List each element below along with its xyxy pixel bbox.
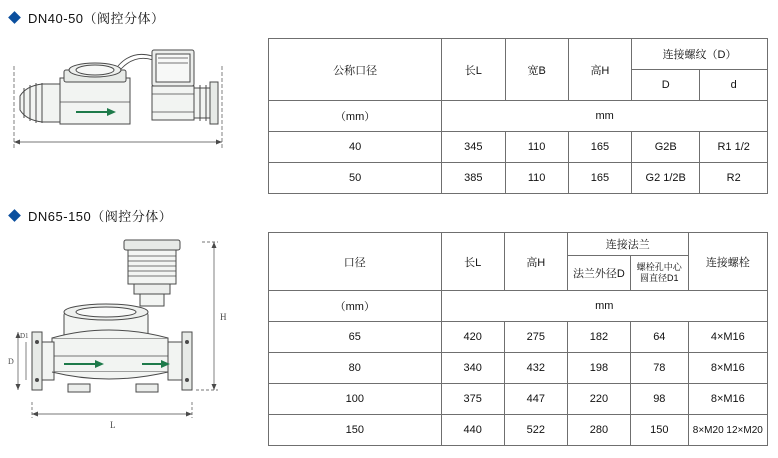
cell-diameter: 65: [269, 322, 442, 353]
table-unit-row: [269, 291, 768, 322]
cell-width: 110: [505, 132, 568, 163]
unit-label: （mm）: [269, 101, 442, 132]
th-flange-group: 连接法兰: [567, 233, 688, 256]
cell-diameter: 50: [269, 163, 442, 194]
cell-thread-d-small: R1 1/2: [700, 132, 768, 163]
th-bolt-circle: 螺栓孔中心圆直径D1: [630, 256, 688, 291]
cell-bolt: 4×M16: [688, 322, 767, 353]
unit-label: （mm）: [269, 291, 442, 322]
cell-length: 375: [441, 384, 504, 415]
cell-thread-d-small: R2: [700, 163, 768, 194]
threaded-water-meter-drawing: [6, 30, 256, 175]
th-length: 长L: [442, 39, 505, 101]
table-header-row: [269, 39, 768, 70]
diamond-bullet-icon: [8, 209, 21, 222]
cell-bolt-circle: 64: [630, 322, 688, 353]
th-thread-connection: 连接螺纹（D）: [632, 39, 768, 70]
section-title-dn65-150: [10, 206, 172, 225]
spec-table-dn40-50: [268, 38, 768, 194]
th-length: 长L: [441, 233, 504, 291]
cell-flange-od: 182: [567, 322, 630, 353]
svg-text:H: H: [220, 312, 227, 322]
th-width: 宽B: [505, 39, 568, 101]
cell-diameter: 100: [269, 384, 442, 415]
unit-mm: mm: [442, 101, 768, 132]
table-row: [269, 384, 768, 415]
th-bolt: 连接螺栓: [688, 233, 767, 291]
th-nominal-diameter: 公称口径: [269, 39, 442, 101]
cell-height: 165: [568, 132, 631, 163]
table-row: [269, 132, 768, 163]
table-header-row: [269, 233, 768, 256]
th-flange-od: 法兰外径D: [567, 256, 630, 291]
th-height: 高H: [568, 39, 631, 101]
cell-height: 447: [504, 384, 567, 415]
cell-bolt-circle: 98: [630, 384, 688, 415]
table-row: [269, 322, 768, 353]
cell-diameter: 150: [269, 415, 442, 446]
cell-height: 275: [504, 322, 567, 353]
cell-bolt: 8×M20 12×M20: [688, 415, 767, 446]
table-row: [269, 415, 768, 446]
cell-bolt-circle: 78: [630, 353, 688, 384]
svg-text:D1: D1: [20, 332, 29, 340]
cell-length: 440: [441, 415, 504, 446]
cell-bolt: 8×M16: [688, 353, 767, 384]
diamond-bullet-icon: [8, 11, 21, 24]
th-height: 高H: [504, 233, 567, 291]
cell-length: 385: [442, 163, 505, 194]
cell-flange-od: 198: [567, 353, 630, 384]
th-thread-d: D: [632, 70, 700, 101]
spec-table-dn65-150: [268, 232, 768, 446]
cell-height: 432: [504, 353, 567, 384]
table-row: [269, 163, 768, 194]
svg-text:L: L: [110, 420, 116, 430]
cell-diameter: 80: [269, 353, 442, 384]
cell-diameter: 40: [269, 132, 442, 163]
cell-height: 522: [504, 415, 567, 446]
cell-length: 340: [441, 353, 504, 384]
cell-height: 165: [568, 163, 631, 194]
flanged-water-meter-drawing: [6, 228, 256, 458]
section-title-text: DN40-50（阀控分体）: [28, 11, 165, 26]
cell-length: 420: [441, 322, 504, 353]
th-thread-d-small: d: [700, 70, 768, 101]
section-title-text: DN65-150（阀控分体）: [28, 209, 173, 224]
cell-thread-d: G2B: [632, 132, 700, 163]
cell-flange-od: 220: [567, 384, 630, 415]
svg-text:D: D: [8, 357, 14, 366]
unit-mm: mm: [441, 291, 767, 322]
cell-width: 110: [505, 163, 568, 194]
cell-bolt-circle: 150: [630, 415, 688, 446]
table-row: [269, 353, 768, 384]
section-title-dn40-50: [10, 8, 165, 27]
cell-thread-d: G2 1/2B: [632, 163, 700, 194]
cell-length: 345: [442, 132, 505, 163]
th-diameter: 口径: [269, 233, 442, 291]
cell-bolt: 8×M16: [688, 384, 767, 415]
table-unit-row: [269, 101, 768, 132]
cell-flange-od: 280: [567, 415, 630, 446]
